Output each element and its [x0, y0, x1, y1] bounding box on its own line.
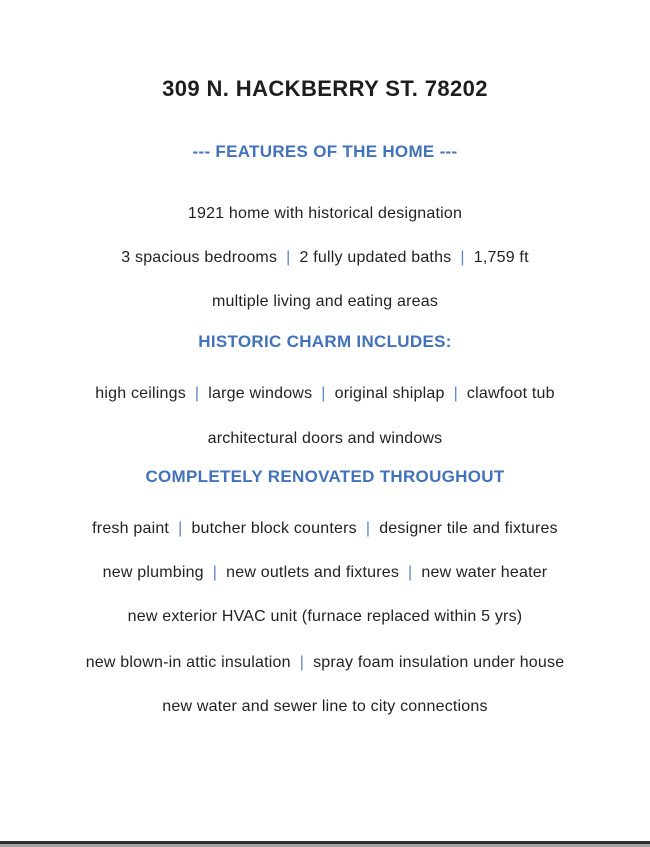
feature-line [0, 205, 650, 223]
feature-text: new plumbing [102, 563, 204, 581]
separator-pipe: | [453, 385, 458, 403]
separator-pipe: | [408, 563, 413, 581]
separator-pipe: | [178, 519, 183, 537]
feature-text: new water and sewer line to city connections [162, 698, 488, 716]
feature-line [0, 654, 650, 672]
feature-text: 2 fully updated baths [299, 248, 452, 266]
feature-line [0, 698, 650, 716]
feature-text: 1921 home with historical designation [187, 204, 463, 222]
separator-pipe: | [460, 248, 465, 266]
feature-text: designer tile and fixtures [379, 519, 558, 537]
section-heading-text: COMPLETELY RENOVATED THROUGHOUT [145, 467, 505, 487]
section-heading-text: HISTORIC CHARM INCLUDES: [198, 331, 452, 351]
page-bottom-edge [0, 841, 650, 847]
feature-line [0, 293, 650, 311]
feature-text: clawfoot tub [466, 385, 555, 403]
feature-text: original shiplap [334, 385, 445, 403]
feature-line [0, 430, 650, 448]
separator-pipe: | [321, 385, 326, 403]
separator-pipe: | [365, 519, 371, 537]
feature-text: 1,759 ft [473, 248, 529, 266]
feature-text: spray foam insulation under house [313, 653, 565, 671]
page-title: 309 N. HACKBERRY ST. 78202 [162, 76, 488, 101]
feature-line [0, 249, 650, 267]
feature-text: butcher block counters [191, 519, 357, 537]
separator-pipe: | [212, 563, 218, 581]
feature-text: new outlets and fixtures [226, 563, 400, 581]
feature-text: large windows [208, 385, 313, 403]
feature-text: new blown-in attic insulation [85, 653, 291, 671]
feature-line [0, 608, 650, 626]
section-heading [0, 467, 650, 487]
feature-text: multiple living and eating areas [211, 293, 439, 311]
feature-text: fresh paint [92, 519, 170, 537]
feature-line [0, 520, 650, 538]
separator-pipe: | [299, 653, 305, 671]
feature-line [0, 564, 650, 582]
feature-lines [0, 142, 650, 717]
section-heading-text: --- FEATURES OF THE HOME --- [192, 142, 458, 161]
feature-text: high ceilings [95, 385, 186, 403]
feature-text: architectural doors and windows [207, 429, 443, 447]
feature-text: 3 spacious bedrooms [121, 248, 278, 266]
separator-pipe: | [194, 385, 200, 403]
feature-text: new water heater [421, 563, 548, 581]
separator-pipe: | [286, 248, 291, 266]
feature-text: new exterior HVAC unit (furnace replaced within 5 yrs) [127, 608, 523, 626]
section-heading [0, 332, 650, 352]
section-heading [0, 142, 650, 162]
feature-line [0, 385, 650, 403]
